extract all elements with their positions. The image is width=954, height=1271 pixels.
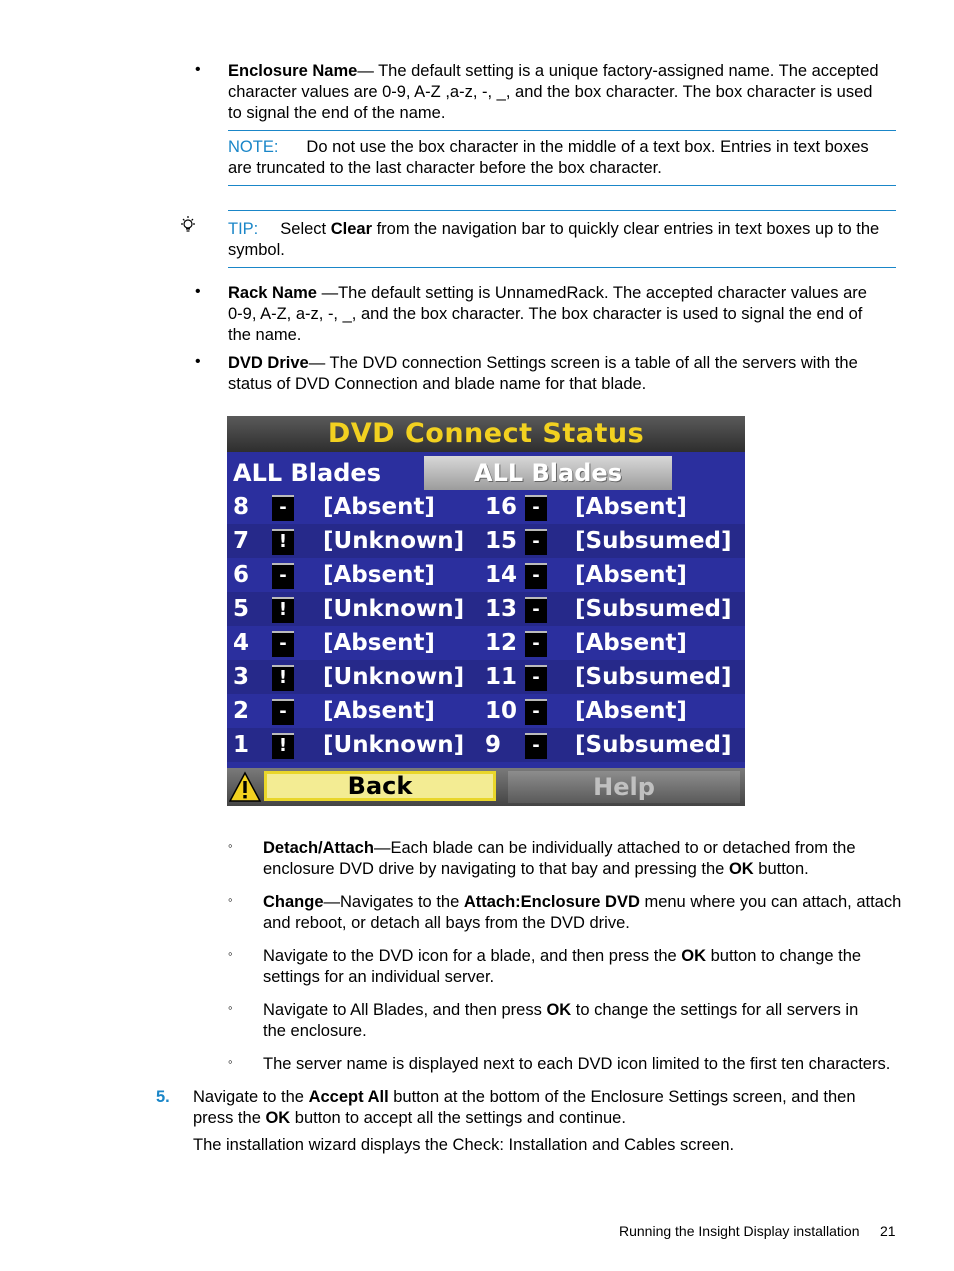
dvd-status: [Absent] <box>575 562 687 588</box>
dvd-status: [Absent] <box>575 698 687 724</box>
bay-number: 4 <box>233 630 250 656</box>
term: DVD Drive <box>228 354 309 372</box>
dvd-status-icon[interactable]: - <box>272 495 294 521</box>
text: the name. <box>228 326 302 344</box>
text: button at the bottom of the Enclosure Settings screen, and then <box>388 1088 856 1106</box>
screen-title: DVD Connect Status <box>227 416 745 452</box>
bay-number: 9 <box>485 732 502 758</box>
dvd-status-icon[interactable]: - <box>525 665 547 691</box>
text: menu where you can attach, attach <box>639 893 902 911</box>
text: to signal the end of the name. <box>228 104 446 122</box>
dvd-status: [Absent] <box>323 494 435 520</box>
text: button to accept all the settings and continue. <box>290 1109 626 1127</box>
step-number: 5. <box>156 1088 170 1106</box>
note-rule-top <box>228 130 896 131</box>
tip-bold: Clear <box>330 220 372 238</box>
dvd-status: [Subsumed] <box>575 732 732 758</box>
sub-bullet-marker: ◦ <box>228 1054 233 1069</box>
bay-number: 1 <box>233 732 250 758</box>
lightbulb-icon <box>178 214 198 236</box>
sub-bullet-marker: ◦ <box>228 946 233 961</box>
term: Detach/Attach <box>263 839 374 857</box>
all-blades-label: ALL Blades <box>233 459 381 487</box>
blade-row[interactable] <box>227 626 745 660</box>
warning-icon <box>229 770 261 804</box>
text: The installation wizard displays the Check: Installation and Cables screen. <box>193 1136 735 1154</box>
sub-item-server-name <box>263 1054 913 1075</box>
back-button[interactable]: Back <box>264 771 496 801</box>
all-blades-button[interactable]: ALL Blades <box>424 456 672 490</box>
blade-row[interactable] <box>227 490 745 524</box>
tip-text: from the navigation bar to quickly clear entries in text boxes up to the <box>372 220 880 238</box>
dvd-status: [Absent] <box>323 562 435 588</box>
blade-row[interactable] <box>227 524 745 558</box>
text: and reboot, or detach all bays from the DVD drive. <box>263 914 630 932</box>
term: OK <box>546 1001 572 1019</box>
text: to change the settings for all servers in <box>571 1001 859 1019</box>
text: —Navigates to the <box>323 893 464 911</box>
tip-rule-bottom <box>228 267 896 268</box>
bullet-dvd-drive <box>228 353 908 395</box>
dvd-status-icon[interactable]: - <box>272 563 294 589</box>
bay-number: 12 <box>485 630 518 656</box>
note-text: are truncated to the last character before the box character. <box>228 159 662 177</box>
dvd-status-icon[interactable]: ! <box>272 529 294 555</box>
bullet-marker: • <box>195 353 201 370</box>
dvd-status-icon[interactable]: - <box>272 631 294 657</box>
dvd-status: [Absent] <box>575 494 687 520</box>
term: Enclosure Name <box>228 62 358 80</box>
bay-number: 14 <box>485 562 518 588</box>
bay-number: 13 <box>485 596 518 622</box>
sub-item-change <box>263 892 913 934</box>
bay-number: 5 <box>233 596 250 622</box>
bay-number: 7 <box>233 528 250 554</box>
text: —Each blade can be individually attached to or detached from the <box>373 839 856 857</box>
page-number: 21 <box>880 1223 896 1239</box>
text: the enclosure. <box>263 1022 367 1040</box>
dvd-status: [Absent] <box>323 698 435 724</box>
text: The server name is displayed next to each DVD icon limited to the first ten characters. <box>263 1055 891 1073</box>
sub-bullet-marker: ◦ <box>228 1000 233 1015</box>
note-label: NOTE: <box>228 138 279 156</box>
dvd-status-icon[interactable]: - <box>525 495 547 521</box>
text: enclosure DVD drive by navigating to that bay and pressing the <box>263 860 729 878</box>
dvd-status-icon[interactable]: - <box>525 733 547 759</box>
text: — The DVD connection Settings screen is a table of all the servers with the <box>308 354 858 372</box>
note-rule-bottom <box>228 185 896 186</box>
text: 0-9, A-Z, a-z, -, _, and the box character. The box character is used to signal the end of <box>228 305 863 323</box>
sub-bullet-marker: ◦ <box>228 892 233 907</box>
term: Rack Name <box>228 284 317 302</box>
blade-row[interactable] <box>227 660 745 694</box>
tip-label: TIP: <box>228 220 259 238</box>
dvd-status-icon[interactable]: - <box>525 597 547 623</box>
tip-text: symbol. <box>228 241 285 259</box>
text: press the <box>193 1109 266 1127</box>
bay-number: 16 <box>485 494 518 520</box>
dvd-status: [Unknown] <box>323 528 465 554</box>
bullet-marker: • <box>195 61 201 78</box>
term: OK <box>681 947 707 965</box>
text: character values are 0-9, A-Z ,a-z, -, _, and the box character. The box character is used <box>228 83 873 101</box>
dvd-status-icon[interactable]: ! <box>272 597 294 623</box>
text: —The default setting is UnnamedRack. The accepted character values are <box>316 284 867 302</box>
bay-number: 15 <box>485 528 518 554</box>
note-box <box>228 137 908 179</box>
term: Change <box>263 893 324 911</box>
bay-number: 6 <box>233 562 250 588</box>
blade-row[interactable] <box>227 728 745 762</box>
term: OK <box>265 1109 291 1127</box>
bay-number: 11 <box>485 664 518 690</box>
tip-rule-top <box>228 210 896 211</box>
text: button. <box>753 860 809 878</box>
nav-bar <box>227 768 745 806</box>
tip-box <box>228 219 908 261</box>
bullet-rack-name <box>228 283 908 346</box>
bay-number: 3 <box>233 664 250 690</box>
bullet-enclosure-name <box>228 61 908 124</box>
dvd-status-icon[interactable]: ! <box>272 665 294 691</box>
note-text: Do not use the box character in the middle of a text box. Entries in text boxes <box>306 138 869 156</box>
sub-item-all-blades <box>263 1000 913 1042</box>
text: status of DVD Connection and blade name for that blade. <box>228 375 647 393</box>
text: Navigate to the <box>193 1088 309 1106</box>
dvd-status-icon[interactable]: - <box>272 699 294 725</box>
text: Navigate to the DVD icon for a blade, and then press the <box>263 947 682 965</box>
bay-number: 8 <box>233 494 250 520</box>
dvd-status: [Subsumed] <box>575 596 732 622</box>
dvd-status-icon[interactable]: - <box>525 699 547 725</box>
dvd-status-icon[interactable]: - <box>525 631 547 657</box>
dvd-status-icon[interactable]: - <box>525 529 547 555</box>
footer-section-title: Running the Insight Display installation <box>619 1223 860 1239</box>
step-5 <box>193 1087 903 1156</box>
dvd-status: [Absent] <box>575 630 687 656</box>
blade-row[interactable] <box>227 558 745 592</box>
text: — The default setting is a unique factory-assigned name. The accepted <box>357 62 879 80</box>
sub-item-detach-attach <box>263 838 913 880</box>
term: Accept All <box>308 1088 389 1106</box>
text: button to change the <box>706 947 862 965</box>
bay-number: 10 <box>485 698 518 724</box>
bullet-marker: • <box>195 283 201 300</box>
tip-text: Select <box>280 220 331 238</box>
dvd-connect-status-screen <box>227 416 745 806</box>
dvd-status: [Unknown] <box>323 732 465 758</box>
blade-row[interactable] <box>227 694 745 728</box>
term: Attach:Enclosure DVD <box>463 893 640 911</box>
sub-item-dvd-icon <box>263 946 913 988</box>
dvd-status: [Absent] <box>323 630 435 656</box>
dvd-status: [Subsumed] <box>575 664 732 690</box>
text: Navigate to All Blades, and then press <box>263 1001 547 1019</box>
dvd-status-icon[interactable]: ! <box>272 733 294 759</box>
dvd-status: [Unknown] <box>323 596 465 622</box>
dvd-status-icon[interactable]: - <box>525 563 547 589</box>
bay-number: 2 <box>233 698 250 724</box>
help-button[interactable]: Help <box>508 771 740 803</box>
text: settings for an individual server. <box>263 968 495 986</box>
blade-row[interactable] <box>227 592 745 626</box>
dvd-status: [Unknown] <box>323 664 465 690</box>
term: OK <box>728 860 754 878</box>
dvd-status: [Subsumed] <box>575 528 732 554</box>
sub-bullet-marker: ◦ <box>228 838 233 853</box>
